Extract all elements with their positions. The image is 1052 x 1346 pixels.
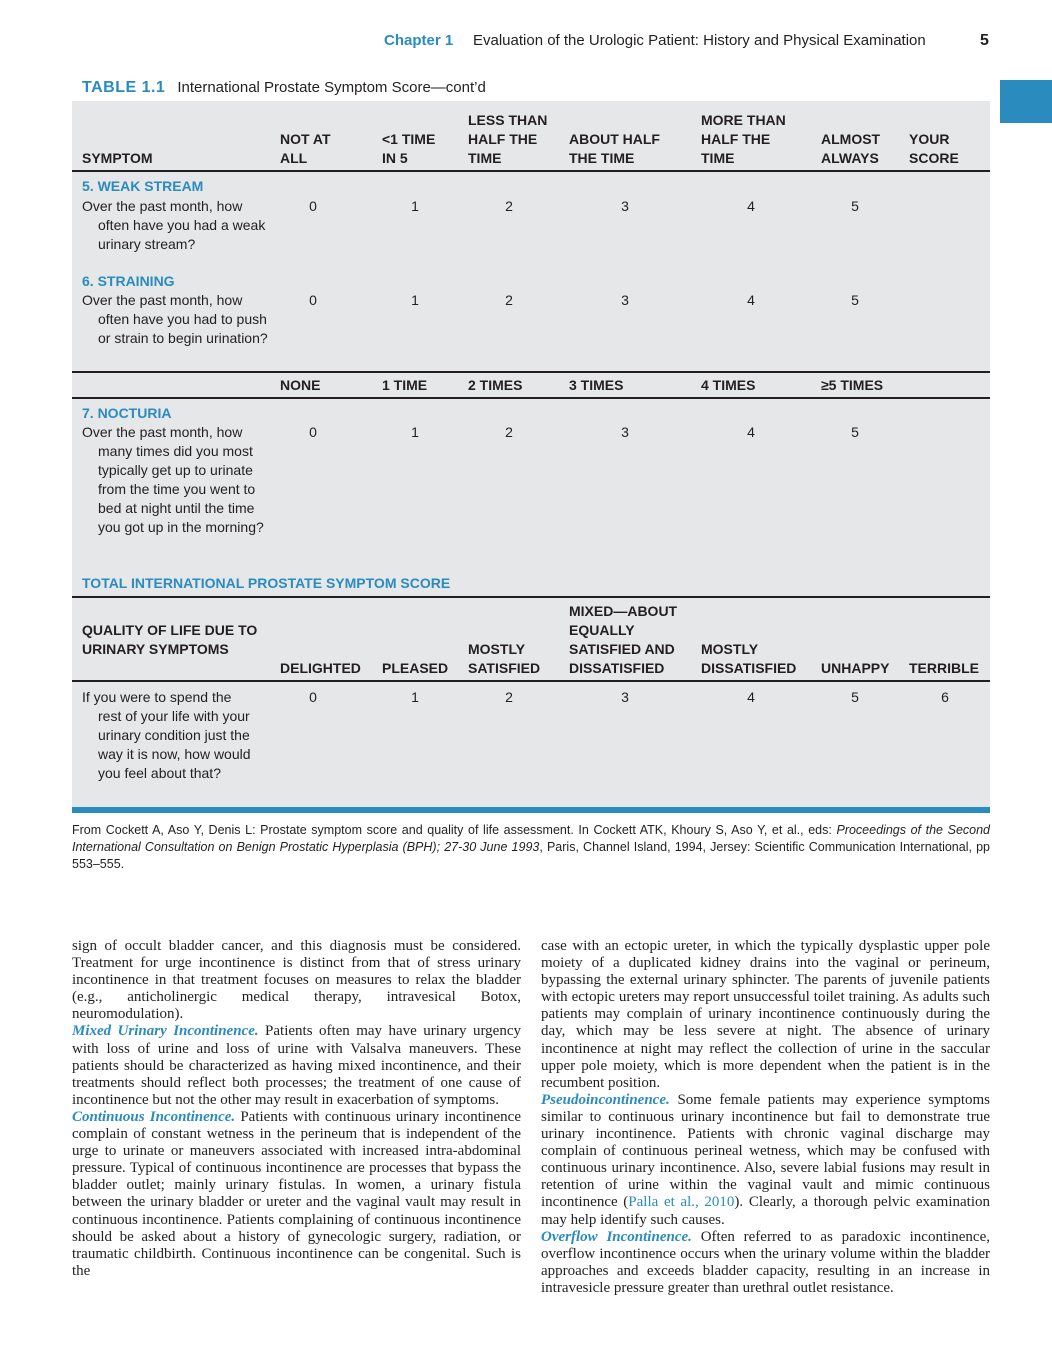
- nocturia-bottom-rule: [72, 397, 990, 399]
- run-in-heading-overflow: Overflow Incontinence.: [541, 1228, 692, 1245]
- chapter-label: Chapter 1: [384, 32, 454, 49]
- q6-question-rest: often have you had to push or strain to begin urination?: [98, 311, 268, 346]
- header-symptom: SYMPTOM: [82, 150, 153, 166]
- header-unhappy: UNHAPPY: [821, 660, 890, 676]
- qol-value: 0: [309, 689, 317, 705]
- header-less-than-half: LESS THAN HALF THE TIME: [468, 112, 548, 166]
- q5-heading: 5. WEAK STREAM: [82, 178, 204, 194]
- header-almost-always: ALMOST ALWAYS: [821, 131, 881, 166]
- q6-value: 4: [747, 292, 755, 308]
- nocturia-top-rule: [72, 371, 990, 373]
- table-source-note: [72, 822, 990, 873]
- source-part-a: From Cockett A, Aso Y, Denis L: Prostate symptom score and quality of life assessment. In Cockett ATK, Khoury S, Aso Y, et al., eds:: [72, 823, 837, 837]
- continuous-text: Patients with continuous urinary incontinence complain of constant wetness in the perineum that is independent of the urge to urinate or maneuvers associated with increased intra-abdominal pressure. Typical of continuous incontinence are processes that bypass the bladder outlet; mainly urinary fistulas. In women, a urinary fistula between the urinary bladder or ureter and the vaginal vault may result in continuous incontinence. Patients complaining of continuous incontinence should be asked about a history of gynecologic surgery, radiation, or traumatic childbirth. Continuous incontinence can be congenital. Such is the: [72, 1108, 521, 1279]
- body-paragraph: case with an ectopic ureter, in which the typically dysplastic upper pole moiety of a duplicated kidney drains into the vaginal or perineum, bypassing the external urinary sphincter. The parents of juvenile patients with ectopic ureters may report unsuccessful toilet training. As adults such patients may complain of urinary incontinence continuously during the day, which may be less severe at night. The absence of urinary incontinence at night may reflect the collection of urine in the saccular upper pole moiety, which is more dependent when the patient is in the recumbent position.: [541, 938, 990, 1091]
- qol-value: 5: [851, 689, 859, 705]
- header-3-times: 3 TIMES: [569, 377, 624, 393]
- table-caption: [82, 79, 486, 97]
- q7-value: 3: [621, 424, 629, 440]
- body-left-column: [72, 938, 521, 1280]
- overflow-text: Often referred to as paradoxic incontinence, overflow incontinence occurs when the urinary volume within the bladder approaches and exceeds bladder capacity, resulting in an increase in intravesicle pressure greater than urethral outlet resistance.: [541, 1228, 991, 1296]
- qol-value: 1: [411, 689, 419, 705]
- header-not-at-all: NOT AT ALL: [280, 131, 331, 166]
- q7-question: [82, 423, 272, 537]
- run-in-heading-mixed: Mixed Urinary Incontinence.: [72, 1023, 259, 1040]
- q6-value: 2: [505, 292, 513, 308]
- qol-top-rule: [72, 596, 990, 598]
- q7-question-line1: Over the past month, how: [82, 424, 243, 440]
- q7-heading: 7. NOCTURIA: [82, 405, 172, 421]
- q6-value: 0: [309, 292, 317, 308]
- header-less-1-in-5: <1 TIME IN 5: [382, 131, 436, 166]
- header-none: NONE: [280, 377, 321, 393]
- source-proceedings-title: Proceedings of the Second International Consultation on Benign Prostatic Hyperplasia (BPH); 27-30 June 1993: [72, 823, 991, 854]
- qol-value: 4: [747, 689, 755, 705]
- q6-question-line1: Over the past month, how: [82, 292, 243, 308]
- body-paragraph: [72, 1023, 521, 1108]
- header-5-plus-times: ≥5 TIMES: [821, 377, 884, 393]
- qol-value: 2: [505, 689, 513, 705]
- header-1-time: 1 TIME: [382, 377, 428, 393]
- qol-question-rest: rest of your life with your urinary condition just the way it is now, how would you feel about that?: [98, 708, 251, 781]
- header-2-times: 2 TIMES: [468, 377, 523, 393]
- body-paragraph: [541, 1092, 990, 1229]
- q5-value: 4: [747, 198, 755, 214]
- qol-value: 3: [621, 689, 629, 705]
- header-about-half: ABOUT HALF THE TIME: [569, 131, 660, 166]
- table-bottom-rule: [72, 807, 990, 813]
- total-score-label: TOTAL INTERNATIONAL PROSTATE SYMPTOM SCORE: [82, 575, 451, 591]
- q6-value: 3: [621, 292, 629, 308]
- pseudo-text-end: ). Clearly, a thorough pelvic examination may help identify such causes.: [541, 1194, 990, 1228]
- header-your-score: YOUR SCORE: [909, 131, 959, 166]
- run-in-heading-continuous: Continuous Incontinence.: [72, 1108, 236, 1125]
- q6-heading: 6. STRAINING: [82, 273, 175, 289]
- q7-value: 2: [505, 424, 513, 440]
- chapter-side-tab: [1000, 80, 1052, 123]
- header-quality-of-life: QUALITY OF LIFE DUE TO URINARY SYMPTOMS: [82, 622, 258, 657]
- q6-value: 5: [851, 292, 859, 308]
- table-label: TABLE 1.1: [82, 79, 166, 96]
- q5-value: 2: [505, 198, 513, 214]
- q7-value: 0: [309, 424, 317, 440]
- q7-question-rest: many times did you most typically get up to urinate from the time you went to bed at night until the time you got up in the morning?: [98, 443, 264, 535]
- body-paragraph: [541, 1229, 990, 1297]
- page-number: 5: [980, 32, 989, 49]
- body-paragraph: [72, 1109, 521, 1280]
- qol-question: [82, 688, 272, 783]
- q6-question: [82, 291, 272, 348]
- q7-value: 1: [411, 424, 419, 440]
- q5-value: 3: [621, 198, 629, 214]
- source-part-c: , Paris, Channel Island, 1994, Jersey: Scientific Communication International, pp 553–555.: [72, 840, 990, 871]
- header-mostly-dissatisfied: MOSTLY DISSATISFIED: [701, 641, 797, 676]
- header-mixed: MIXED—ABOUT EQUALLY SATISFIED AND DISSATISFIED: [569, 603, 678, 676]
- q5-value: 0: [309, 198, 317, 214]
- header-pleased: PLEASED: [382, 660, 449, 676]
- chapter-title: Evaluation of the Urologic Patient: History and Physical Examination: [473, 32, 926, 49]
- header-terrible: TERRIBLE: [909, 660, 979, 676]
- header-more-than-half: MORE THAN HALF THE TIME: [701, 112, 786, 166]
- q6-value: 1: [411, 292, 419, 308]
- run-in-heading-pseudo: Pseudoincontinence.: [541, 1091, 670, 1108]
- q5-value: 5: [851, 198, 859, 214]
- q5-value: 1: [411, 198, 419, 214]
- header-4-times: 4 TIMES: [701, 377, 756, 393]
- q5-question: [82, 197, 272, 254]
- q5-question-line1: Over the past month, how: [82, 198, 243, 214]
- citation-link[interactable]: Palla et al., 2010: [628, 1194, 735, 1211]
- running-head: [0, 32, 1052, 54]
- header-delighted: DELIGHTED: [280, 660, 361, 676]
- pseudo-text: Some female patients may experience symptoms similar to continuous urinary incontinence but fail to demonstrate true urinary incontinence. Patients with chronic vaginal discharge may complain of continuous perineal wetness, which may be confused with continuous urinary incontinence. Also, severe labial fusions may result in retention of urine within the vaginal vault and mimic continuous incontinence (: [541, 1091, 990, 1211]
- mixed-text: Patients often may have urinary urgency with loss of urine and loss of urine with Valsalva maneuvers. These patients should be characterized as having mixed incontinence, and their treatments should reflect both processes; the treatment of one cause of incontinence but not the other may result in exacerbation of symptoms.: [72, 1023, 521, 1108]
- qol-value: 6: [941, 689, 949, 705]
- body-paragraph: sign of occult bladder cancer, and this diagnosis must be considered. Treatment for urge incontinence is distinct from that of stress urinary incontinence in that treatment focuses on measures to relax the bladder (e.g., anticholinergic medical therapy, intravesical Botox, neuromodulation).: [72, 938, 521, 1023]
- qol-question-line1: If you were to spend the: [82, 689, 232, 705]
- q5-question-rest: often have you had a weak urinary stream?: [98, 217, 266, 252]
- q7-value: 5: [851, 424, 859, 440]
- header-rule: [72, 170, 990, 172]
- qol-header-rule: [72, 680, 990, 682]
- header-mostly-satisfied: MOSTLY SATISFIED: [468, 641, 541, 676]
- table-title: International Prostate Symptom Score—cont’d: [177, 79, 486, 96]
- body-right-column: [541, 938, 990, 1297]
- q7-value: 4: [747, 424, 755, 440]
